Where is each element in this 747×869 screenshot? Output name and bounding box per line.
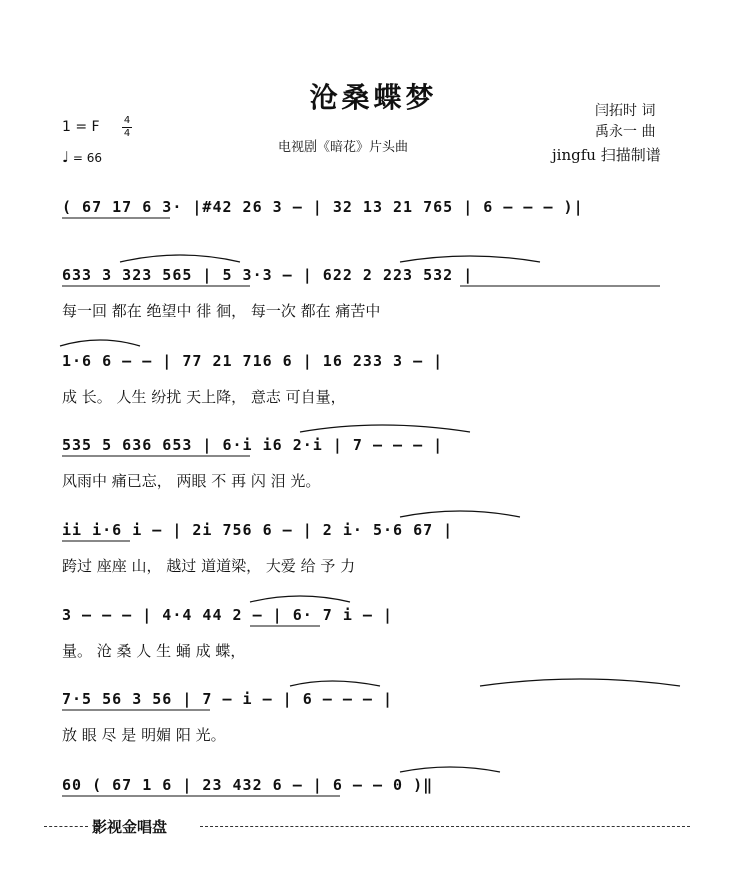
key-signature: 1 = F (62, 119, 100, 135)
score-row-4-notes: 535 5 636 653 | 6·i i6 2·i | 7 – – – | (62, 436, 444, 454)
lyricist-credit: 闫拓时 词 (595, 103, 656, 119)
slur-5 (400, 511, 520, 517)
tempo-value: = 66 (72, 151, 103, 165)
slur-1 (120, 255, 240, 262)
score-row-7-lyrics: 放 眼 尽 是 明媚 阳 光。 (62, 726, 226, 744)
song-title: 沧桑蝶梦 (309, 81, 438, 114)
score-row-6-notes: 3 – – – | 4·4 44 2 – | 6· 7 i – | (62, 606, 394, 624)
slur-4 (300, 425, 470, 432)
footer-label: 影视金唱盘 (92, 818, 168, 836)
score-row-7-notes: 7·5 56 3 56 | 7 – i – | 6 – – – | (62, 690, 394, 708)
score-row-3-lyrics: 成 长。 人生 纷扰 天上降， 意志 可自量， (62, 388, 346, 406)
quarter-note-icon: ♩ (62, 148, 70, 166)
time-signature-bottom: 4 (123, 128, 131, 139)
slur-2 (400, 256, 540, 262)
score-row-4-lyrics: 风雨中 痛已忘， 两眼 不 再 闪 泪 光。 (62, 472, 321, 490)
slur-7 (290, 681, 380, 686)
composer-credit: 禹永一 曲 (595, 124, 656, 140)
slur-9 (400, 767, 500, 772)
song-subtitle: 电视剧《暗花》片头曲 (278, 140, 409, 155)
slur-6 (250, 596, 350, 602)
score-row-5-notes: ii i·6 i – | 2i 756 6 – | 2 i· 5·6 67 | (62, 521, 454, 539)
footer-rule-left (44, 826, 88, 827)
footer-rule-right (200, 826, 690, 827)
score-row-2-lyrics: 每一回 都在 绝望中 徘 徊， 每一次 都在 痛苦中 (62, 302, 381, 320)
transcriber-credit: jingfu 扫描制谱 (552, 146, 661, 164)
score-row-1-notes: ( 67 17 6 3· |#42 26 3 – | 32 13 21 765 | 6 – – – )| (62, 198, 584, 216)
time-signature-top: 4 (123, 115, 131, 126)
slur-8 (480, 679, 680, 686)
score-row-2-notes: 633 3 323 565 | 5 3·3 – | 622 2 223 532 | (62, 266, 474, 284)
slur-3 (60, 340, 140, 346)
score-row-5-lyrics: 跨过 座座 山， 越过 道道梁， 大爱 给 予 力 (62, 557, 356, 575)
score-row-3-notes: 1·6 6 – – | 77 21 716 6 | 16 233 3 – | (62, 352, 444, 370)
score-row-8-notes: 60 ( 67 1 6 | 23 432 6 – | 6 – – 0 )‖ (62, 776, 434, 794)
score-row-6-lyrics: 量。 沧 桑 人 生 蛹 成 蝶， (62, 642, 246, 660)
